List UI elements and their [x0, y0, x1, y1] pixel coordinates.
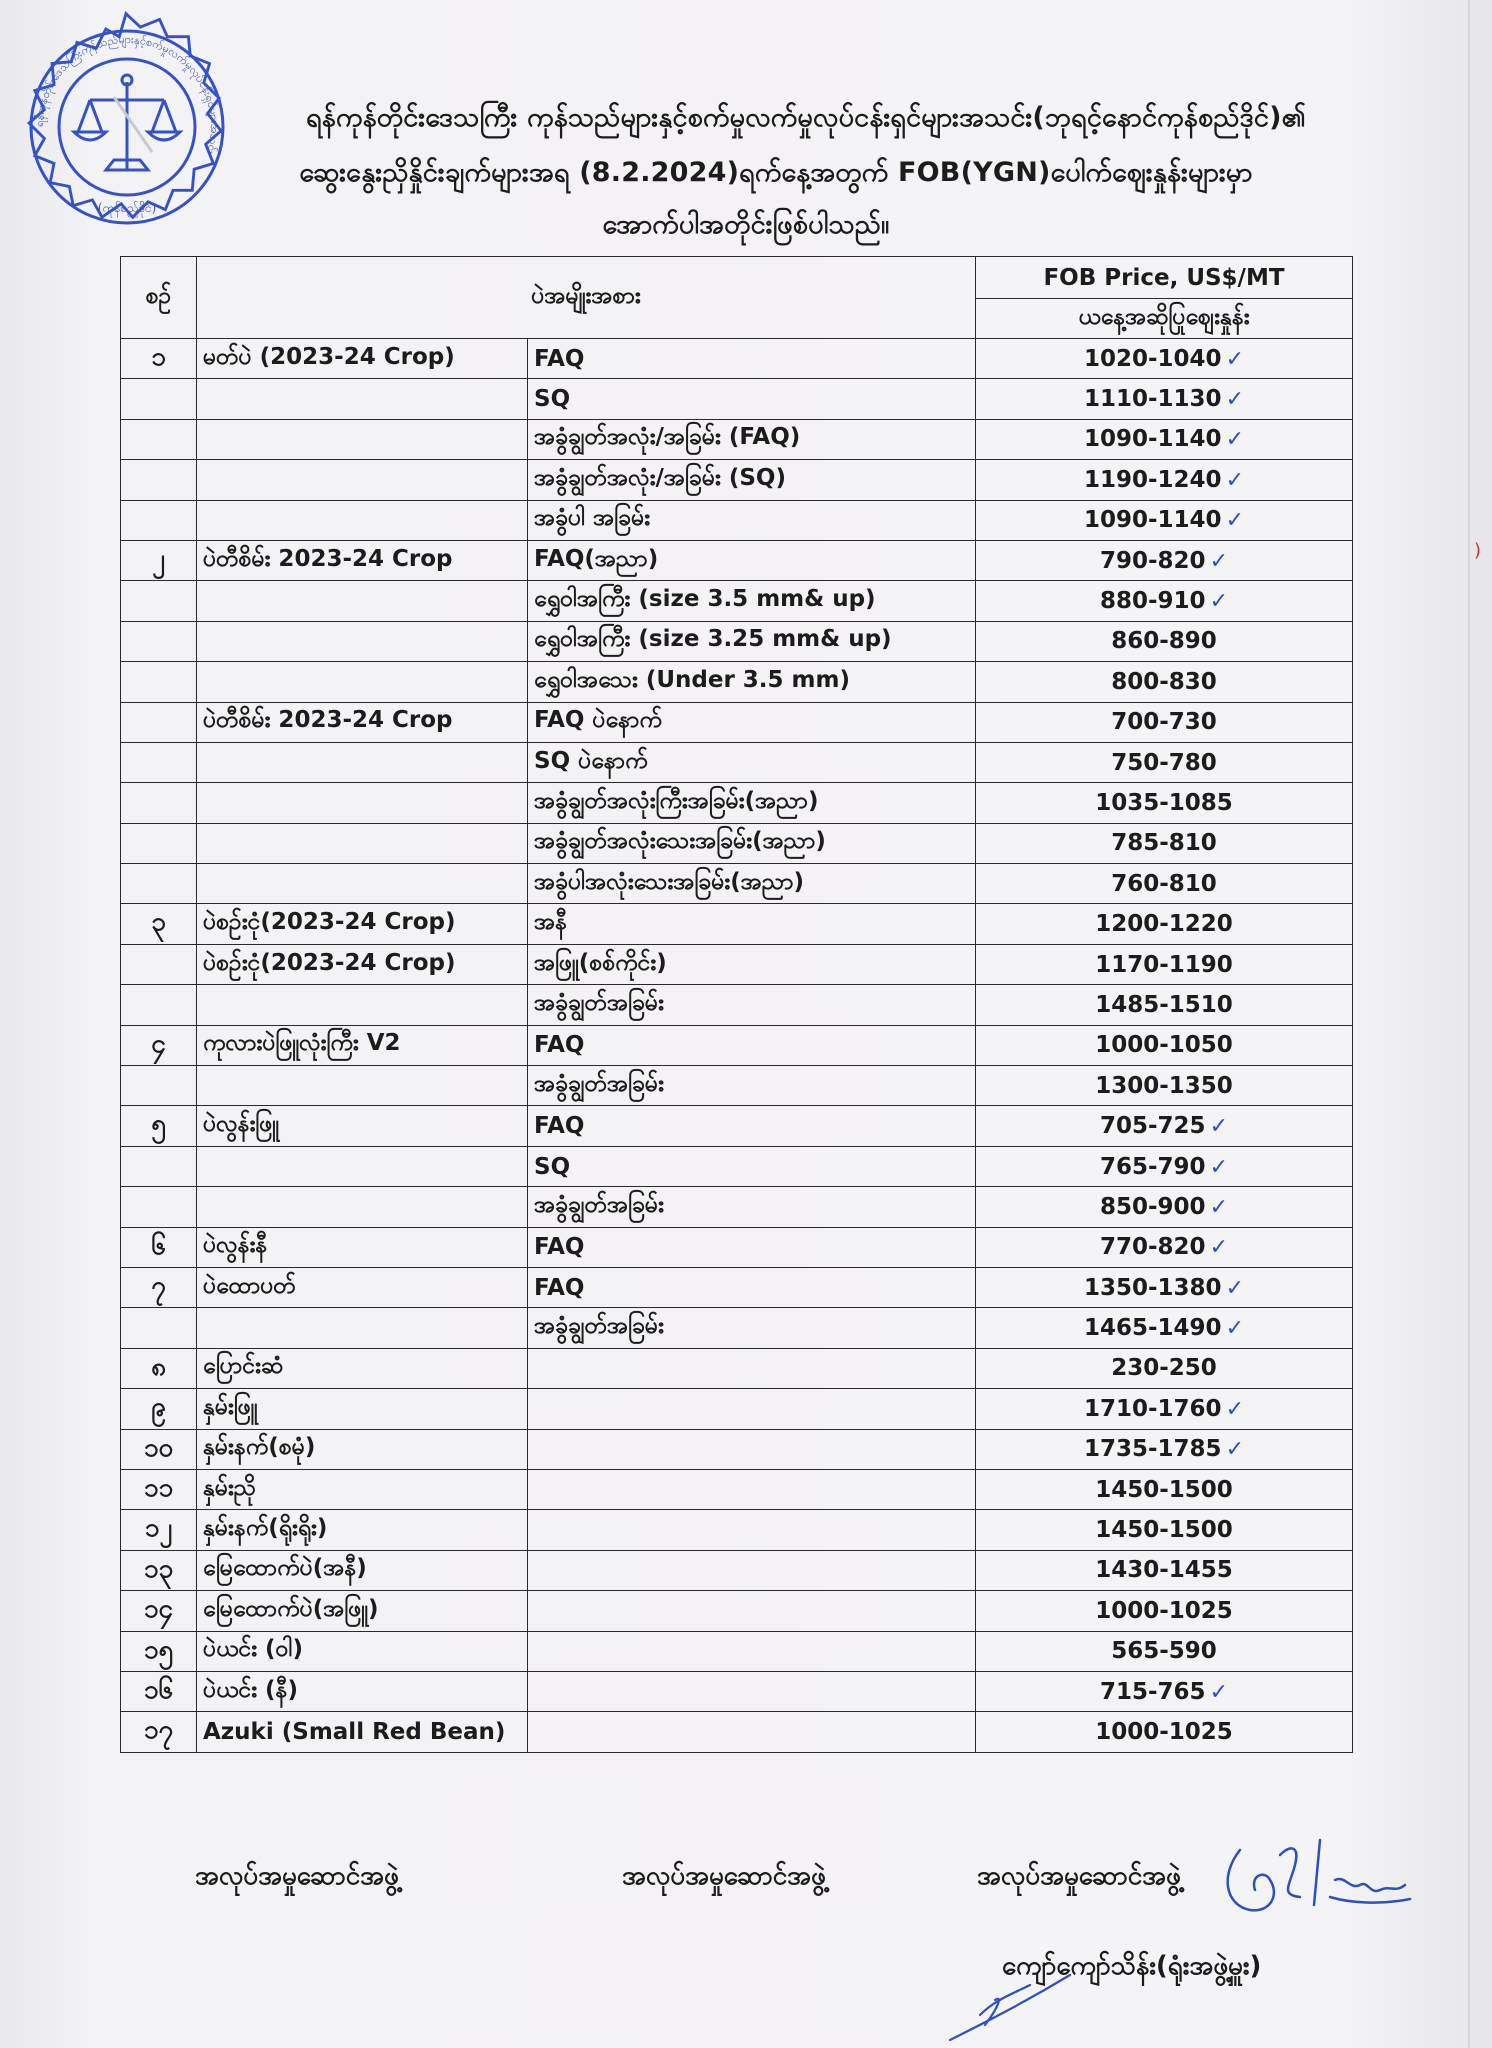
table-row: [121, 460, 1353, 500]
price-value: 1190-1240: [1083, 466, 1222, 493]
price-cell: [976, 1469, 1353, 1509]
committee-label-3: အလုပ်အမှုဆောင်အဖွဲ့: [977, 1861, 1181, 1891]
checkmark-icon: ✓: [1209, 1114, 1228, 1140]
item-grade: SQ: [528, 379, 976, 419]
item-grade: [528, 1712, 976, 1752]
committee-label-1: အလုပ်အမှုဆောင်အဖွဲ့: [195, 1861, 399, 1891]
item-name: [197, 460, 528, 500]
item-grade: [528, 1550, 976, 1590]
item-grade: FAQ: [528, 1025, 976, 1065]
price-cell: [976, 1389, 1353, 1429]
col-header-item: ပဲအမျိုးအစား: [197, 257, 976, 339]
row-number: [121, 985, 197, 1025]
margin-mark: ): [1474, 540, 1482, 561]
price-cell: [976, 1671, 1353, 1711]
price-value: 1710-1760: [1083, 1395, 1222, 1422]
price-value: 1300-1350: [1095, 1072, 1233, 1099]
price-value: 1430-1455: [1095, 1557, 1233, 1584]
table-row: [121, 621, 1353, 661]
price-value: 1735-1785: [1083, 1436, 1222, 1463]
item-name: ပဲစဉ်းငုံ(2023-24 Crop): [197, 944, 528, 984]
item-name: နှမ်းနက်(ရိုးရိုး): [197, 1510, 528, 1550]
row-number: [121, 823, 197, 863]
table-row: [121, 1146, 1353, 1186]
header-line-2: ဆွေးနွေးညှိနှိုင်းချက်များအရ (8.2.2024)ရက်နေ့အတွက် FOB(YGN)ပေါက်ဈေးနှုန်းများမှာ: [299, 157, 1253, 188]
signature-flourish: [940, 1955, 1080, 2048]
checkmark-icon: ✓: [1209, 1235, 1228, 1261]
price-value: 1000-1050: [1095, 1032, 1233, 1059]
price-value: 230-250: [1111, 1355, 1217, 1382]
checkmark-icon: ✓: [1225, 387, 1244, 413]
price-table: [120, 256, 1353, 1753]
item-grade: [528, 1469, 976, 1509]
item-name: ပဲလွန်းနီ: [197, 1227, 528, 1267]
table-row: [121, 904, 1353, 944]
item-name: ပဲတီစိမ်း 2023-24 Crop: [197, 540, 528, 580]
item-name: ကုလားပဲဖြူလုံးကြီး V2: [197, 1025, 528, 1065]
table-row: [121, 944, 1353, 984]
price-cell: [976, 1187, 1353, 1227]
table-body: [121, 339, 1353, 1753]
price-cell: [976, 500, 1353, 540]
row-number: [121, 1146, 197, 1186]
price-value: 765-790: [1099, 1153, 1206, 1180]
table-row: [121, 1429, 1353, 1469]
item-name: မတ်ပဲ (2023-24 Crop): [197, 339, 528, 379]
price-cell: [976, 1025, 1353, 1065]
handwritten-signature: [1210, 1835, 1420, 1945]
table-row: [121, 540, 1353, 580]
table-row: [121, 581, 1353, 621]
row-number: [121, 419, 197, 459]
price-cell: [976, 662, 1353, 702]
table-row: [121, 985, 1353, 1025]
checkmark-icon: ✓: [1225, 346, 1244, 372]
row-number: ၁၀: [121, 1429, 197, 1469]
item-name: နှမ်းဖြူ: [197, 1389, 528, 1429]
item-name: [197, 742, 528, 782]
item-name: [197, 1308, 528, 1348]
price-value: 850-900: [1099, 1193, 1206, 1220]
price-cell: [976, 702, 1353, 742]
price-value: 1090-1140: [1083, 426, 1222, 453]
price-cell: [976, 419, 1353, 459]
checkmark-icon: ✓: [1225, 1316, 1244, 1342]
item-name: Azuki (Small Red Bean): [197, 1712, 528, 1752]
row-number: [121, 702, 197, 742]
checkmark-icon: ✓: [1225, 467, 1244, 493]
item-grade: [528, 1389, 976, 1429]
price-value: 705-725: [1099, 1113, 1206, 1140]
item-grade: FAQ: [528, 1106, 976, 1146]
checkmark-icon: ✓: [1209, 1154, 1228, 1180]
price-cell: [976, 1429, 1353, 1469]
row-number: ၂: [121, 540, 197, 580]
col-header-price-bottom: ယနေ့အဆိုပြုဈေးနှုန်း: [976, 299, 1353, 339]
row-number: ၁၁: [121, 1469, 197, 1509]
price-value: 1110-1130: [1083, 386, 1222, 413]
price-value: 715-765: [1099, 1678, 1206, 1705]
table-row: [121, 1348, 1353, 1388]
row-number: ၁၂: [121, 1510, 197, 1550]
price-value: 700-730: [1111, 709, 1217, 736]
item-name: ပဲစဉ်းငုံ(2023-24 Crop): [197, 904, 528, 944]
item-name: [197, 662, 528, 702]
row-number: ၁၅: [121, 1631, 197, 1671]
item-name: မြေထောက်ပဲ(အနီ): [197, 1550, 528, 1590]
checkmark-icon: ✓: [1225, 508, 1244, 534]
item-name: မြေထောက်ပဲ(အဖြူ): [197, 1591, 528, 1631]
header-line-1: ရန်ကုန်တိုင်းဒေသကြီး ကုန်သည်များနှင့်စက်မှုလက်မှုလုပ်ငန်းရှင်များအသင်း(ဘုရင့်နောင်ကုန်စည်ဒိုင်)၏: [306, 102, 1306, 133]
price-value: 565-590: [1111, 1638, 1217, 1665]
item-name: [197, 379, 528, 419]
checkmark-icon: ✓: [1225, 1437, 1244, 1463]
seal-ring-text: ရန်ကုန်တိုင်းဒေသကြီးကုန်သည်များနှင့်စက်မှုလက်မှုလုပ်ငန်းရှင်များအသင်း: [32, 32, 222, 156]
price-value: 750-780: [1111, 749, 1217, 776]
item-name: ပဲလွန်းဖြူ: [197, 1106, 528, 1146]
item-name: [197, 1146, 528, 1186]
price-value: 1035-1085: [1095, 789, 1233, 816]
row-number: ၃: [121, 904, 197, 944]
table-row: [121, 823, 1353, 863]
row-number: [121, 864, 197, 904]
table-row: [121, 742, 1353, 782]
price-value: 1020-1040: [1083, 345, 1222, 372]
item-grade: ရွှေဝါအကြီး (size 3.5 mm& up): [528, 581, 976, 621]
row-number: [121, 1308, 197, 1348]
price-cell: [976, 1591, 1353, 1631]
item-grade: [528, 1510, 976, 1550]
item-grade: FAQ(အညာ): [528, 540, 976, 580]
table-row: [121, 702, 1353, 742]
item-name: ပြောင်းဆံ: [197, 1348, 528, 1388]
price-value: 1000-1025: [1095, 1718, 1233, 1745]
price-cell: [976, 1308, 1353, 1348]
item-grade: FAQ ပဲနောက်: [528, 702, 976, 742]
item-grade: အခွံချွတ်အခြမ်း: [528, 1187, 976, 1227]
table-row: [121, 864, 1353, 904]
price-cell: [976, 540, 1353, 580]
item-name: ပဲတီစိမ်း 2023-24 Crop: [197, 702, 528, 742]
table-row: [121, 1308, 1353, 1348]
price-value: 1465-1490: [1083, 1315, 1222, 1342]
col-header-price-top: FOB Price, US$/MT: [976, 257, 1353, 299]
price-value: 785-810: [1111, 830, 1217, 857]
price-cell: [976, 985, 1353, 1025]
table-row: [121, 1267, 1353, 1307]
price-value: 770-820: [1099, 1234, 1206, 1261]
row-number: ၈: [121, 1348, 197, 1388]
item-name: [197, 823, 528, 863]
price-cell: [976, 1550, 1353, 1590]
item-name: [197, 621, 528, 661]
row-number: ၁၄: [121, 1591, 197, 1631]
price-cell: [976, 1510, 1353, 1550]
item-name: နှမ်းညို: [197, 1469, 528, 1509]
item-grade: အခွံပါ အခြမ်း: [528, 500, 976, 540]
item-grade: [528, 1348, 976, 1388]
price-value: 1090-1140: [1083, 507, 1222, 534]
item-name: [197, 1187, 528, 1227]
price-value: 1450-1500: [1095, 1476, 1233, 1503]
table-row: [121, 1389, 1353, 1429]
table-header-row: [121, 257, 1353, 299]
item-name: [197, 1066, 528, 1106]
price-value: 1485-1510: [1095, 991, 1233, 1018]
row-number: [121, 662, 197, 702]
item-grade: အခွံချွတ်အခြမ်း: [528, 1308, 976, 1348]
item-name: [197, 864, 528, 904]
row-number: ၁၆: [121, 1671, 197, 1711]
item-grade: SQ ပဲနောက်: [528, 742, 976, 782]
item-grade: SQ: [528, 1146, 976, 1186]
table-row: [121, 1510, 1353, 1550]
price-value: 1450-1500: [1095, 1517, 1233, 1544]
row-number: [121, 379, 197, 419]
price-value: 1200-1220: [1095, 911, 1233, 938]
price-value: 860-890: [1111, 628, 1217, 655]
item-name: ပဲယင်း (ဝါ): [197, 1631, 528, 1671]
price-value: 1350-1380: [1083, 1274, 1222, 1301]
item-grade: FAQ: [528, 1227, 976, 1267]
row-number: ၁၇: [121, 1712, 197, 1752]
checkmark-icon: ✓: [1225, 427, 1244, 453]
row-number: ၁: [121, 339, 197, 379]
item-grade: [528, 1429, 976, 1469]
committee-label-2: အလုပ်အမှုဆောင်အဖွဲ့: [622, 1861, 826, 1891]
col-header-no: စဉ်: [121, 257, 197, 339]
price-cell: [976, 1631, 1353, 1671]
table-row: [121, 1550, 1353, 1590]
row-number: [121, 1066, 197, 1106]
table-row: [121, 1591, 1353, 1631]
price-cell: [976, 944, 1353, 984]
table-row: [121, 1671, 1353, 1711]
item-grade: ရွှေဝါအသေး (Under 3.5 mm): [528, 662, 976, 702]
item-grade: အခွံချွတ်အလုံး/အခြမ်း (SQ): [528, 460, 976, 500]
checkmark-icon: ✓: [1209, 1679, 1228, 1705]
price-value: 1170-1190: [1095, 951, 1233, 978]
row-number: ၄: [121, 1025, 197, 1065]
price-value: 1000-1025: [1095, 1597, 1233, 1624]
table-row: [121, 379, 1353, 419]
row-number: ၉: [121, 1389, 197, 1429]
price-cell: [976, 742, 1353, 782]
row-number: [121, 621, 197, 661]
item-grade: ရွှေဝါအကြီး (size 3.25 mm& up): [528, 621, 976, 661]
price-cell: [976, 783, 1353, 823]
table-row: [121, 1631, 1353, 1671]
row-number: [121, 1187, 197, 1227]
row-number: [121, 500, 197, 540]
checkmark-icon: ✓: [1225, 1396, 1244, 1422]
row-number: ၇: [121, 1267, 197, 1307]
price-cell: [976, 864, 1353, 904]
row-number: ၁၃: [121, 1550, 197, 1590]
item-grade: အခွံချွတ်အခြမ်း: [528, 1066, 976, 1106]
table-row: [121, 419, 1353, 459]
item-grade: [528, 1591, 976, 1631]
item-name: [197, 783, 528, 823]
item-grade: အခွံချွတ်အခြမ်း: [528, 985, 976, 1025]
item-grade: FAQ: [528, 1267, 976, 1307]
table-row: [121, 1227, 1353, 1267]
item-grade: အခွံချွတ်အလုံးသေးအခြမ်း(အညာ): [528, 823, 976, 863]
row-number: [121, 783, 197, 823]
table-row: [121, 1066, 1353, 1106]
item-grade: အခွံပါအလုံးသေးအခြမ်း(အညာ): [528, 864, 976, 904]
signer-name: ကျော်ကျော်သိန်း(ရုံးအဖွဲ့မှူး): [1002, 1951, 1262, 1981]
price-cell: [976, 581, 1353, 621]
table-row: [121, 500, 1353, 540]
item-grade: [528, 1671, 976, 1711]
item-name: [197, 581, 528, 621]
table-row: [121, 1106, 1353, 1146]
table-row: [121, 1469, 1353, 1509]
row-number: ၆: [121, 1227, 197, 1267]
price-value: 760-810: [1111, 870, 1217, 897]
table-row: [121, 1712, 1353, 1752]
price-cell: [976, 621, 1353, 661]
checkmark-icon: ✓: [1209, 589, 1228, 615]
item-grade: FAQ: [528, 339, 976, 379]
price-cell: [976, 1267, 1353, 1307]
price-cell: [976, 904, 1353, 944]
checkmark-icon: ✓: [1209, 548, 1228, 574]
price-cell: [976, 379, 1353, 419]
price-value: 790-820: [1099, 547, 1206, 574]
price-cell: [976, 460, 1353, 500]
price-value: 880-910: [1099, 588, 1206, 615]
row-number: [121, 944, 197, 984]
row-number: [121, 460, 197, 500]
price-cell: [976, 339, 1353, 379]
item-name: နှမ်းနက်(စမုံ): [197, 1429, 528, 1469]
item-grade: အနီ: [528, 904, 976, 944]
row-number: ၅: [121, 1106, 197, 1146]
item-name: ပဲယင်း (နီ): [197, 1671, 528, 1711]
item-name: ပဲထောပတ်: [197, 1267, 528, 1307]
price-cell: [976, 1227, 1353, 1267]
checkmark-icon: ✓: [1209, 1194, 1228, 1220]
table-row: [121, 783, 1353, 823]
page-edge: [1468, 0, 1470, 2048]
table-row: [121, 662, 1353, 702]
price-cell: [976, 823, 1353, 863]
table-row: [121, 1025, 1353, 1065]
item-grade: အဖြူ(စစ်ကိုင်း): [528, 944, 976, 984]
item-name: [197, 985, 528, 1025]
item-grade: အခွံချွတ်အလုံးကြီးအခြမ်း(အညာ): [528, 783, 976, 823]
price-cell: [976, 1348, 1353, 1388]
price-value: 800-830: [1111, 668, 1217, 695]
row-number: [121, 581, 197, 621]
price-cell: [976, 1146, 1353, 1186]
item-name: [197, 500, 528, 540]
price-cell: [976, 1106, 1353, 1146]
checkmark-icon: ✓: [1225, 1275, 1244, 1301]
item-grade: [528, 1631, 976, 1671]
price-cell: [976, 1066, 1353, 1106]
price-cell: [976, 1712, 1353, 1752]
table-row: [121, 339, 1353, 379]
item-name: [197, 419, 528, 459]
table-row: [121, 1187, 1353, 1227]
seal-bottom-text: (ကုန်စည်ဒိုင်): [97, 201, 157, 215]
row-number: [121, 742, 197, 782]
header-line-3: အောက်ပါအတိုင်းဖြစ်ပါသည်။: [602, 209, 890, 240]
item-grade: အခွံချွတ်အလုံး/အခြမ်း (FAQ): [528, 419, 976, 459]
